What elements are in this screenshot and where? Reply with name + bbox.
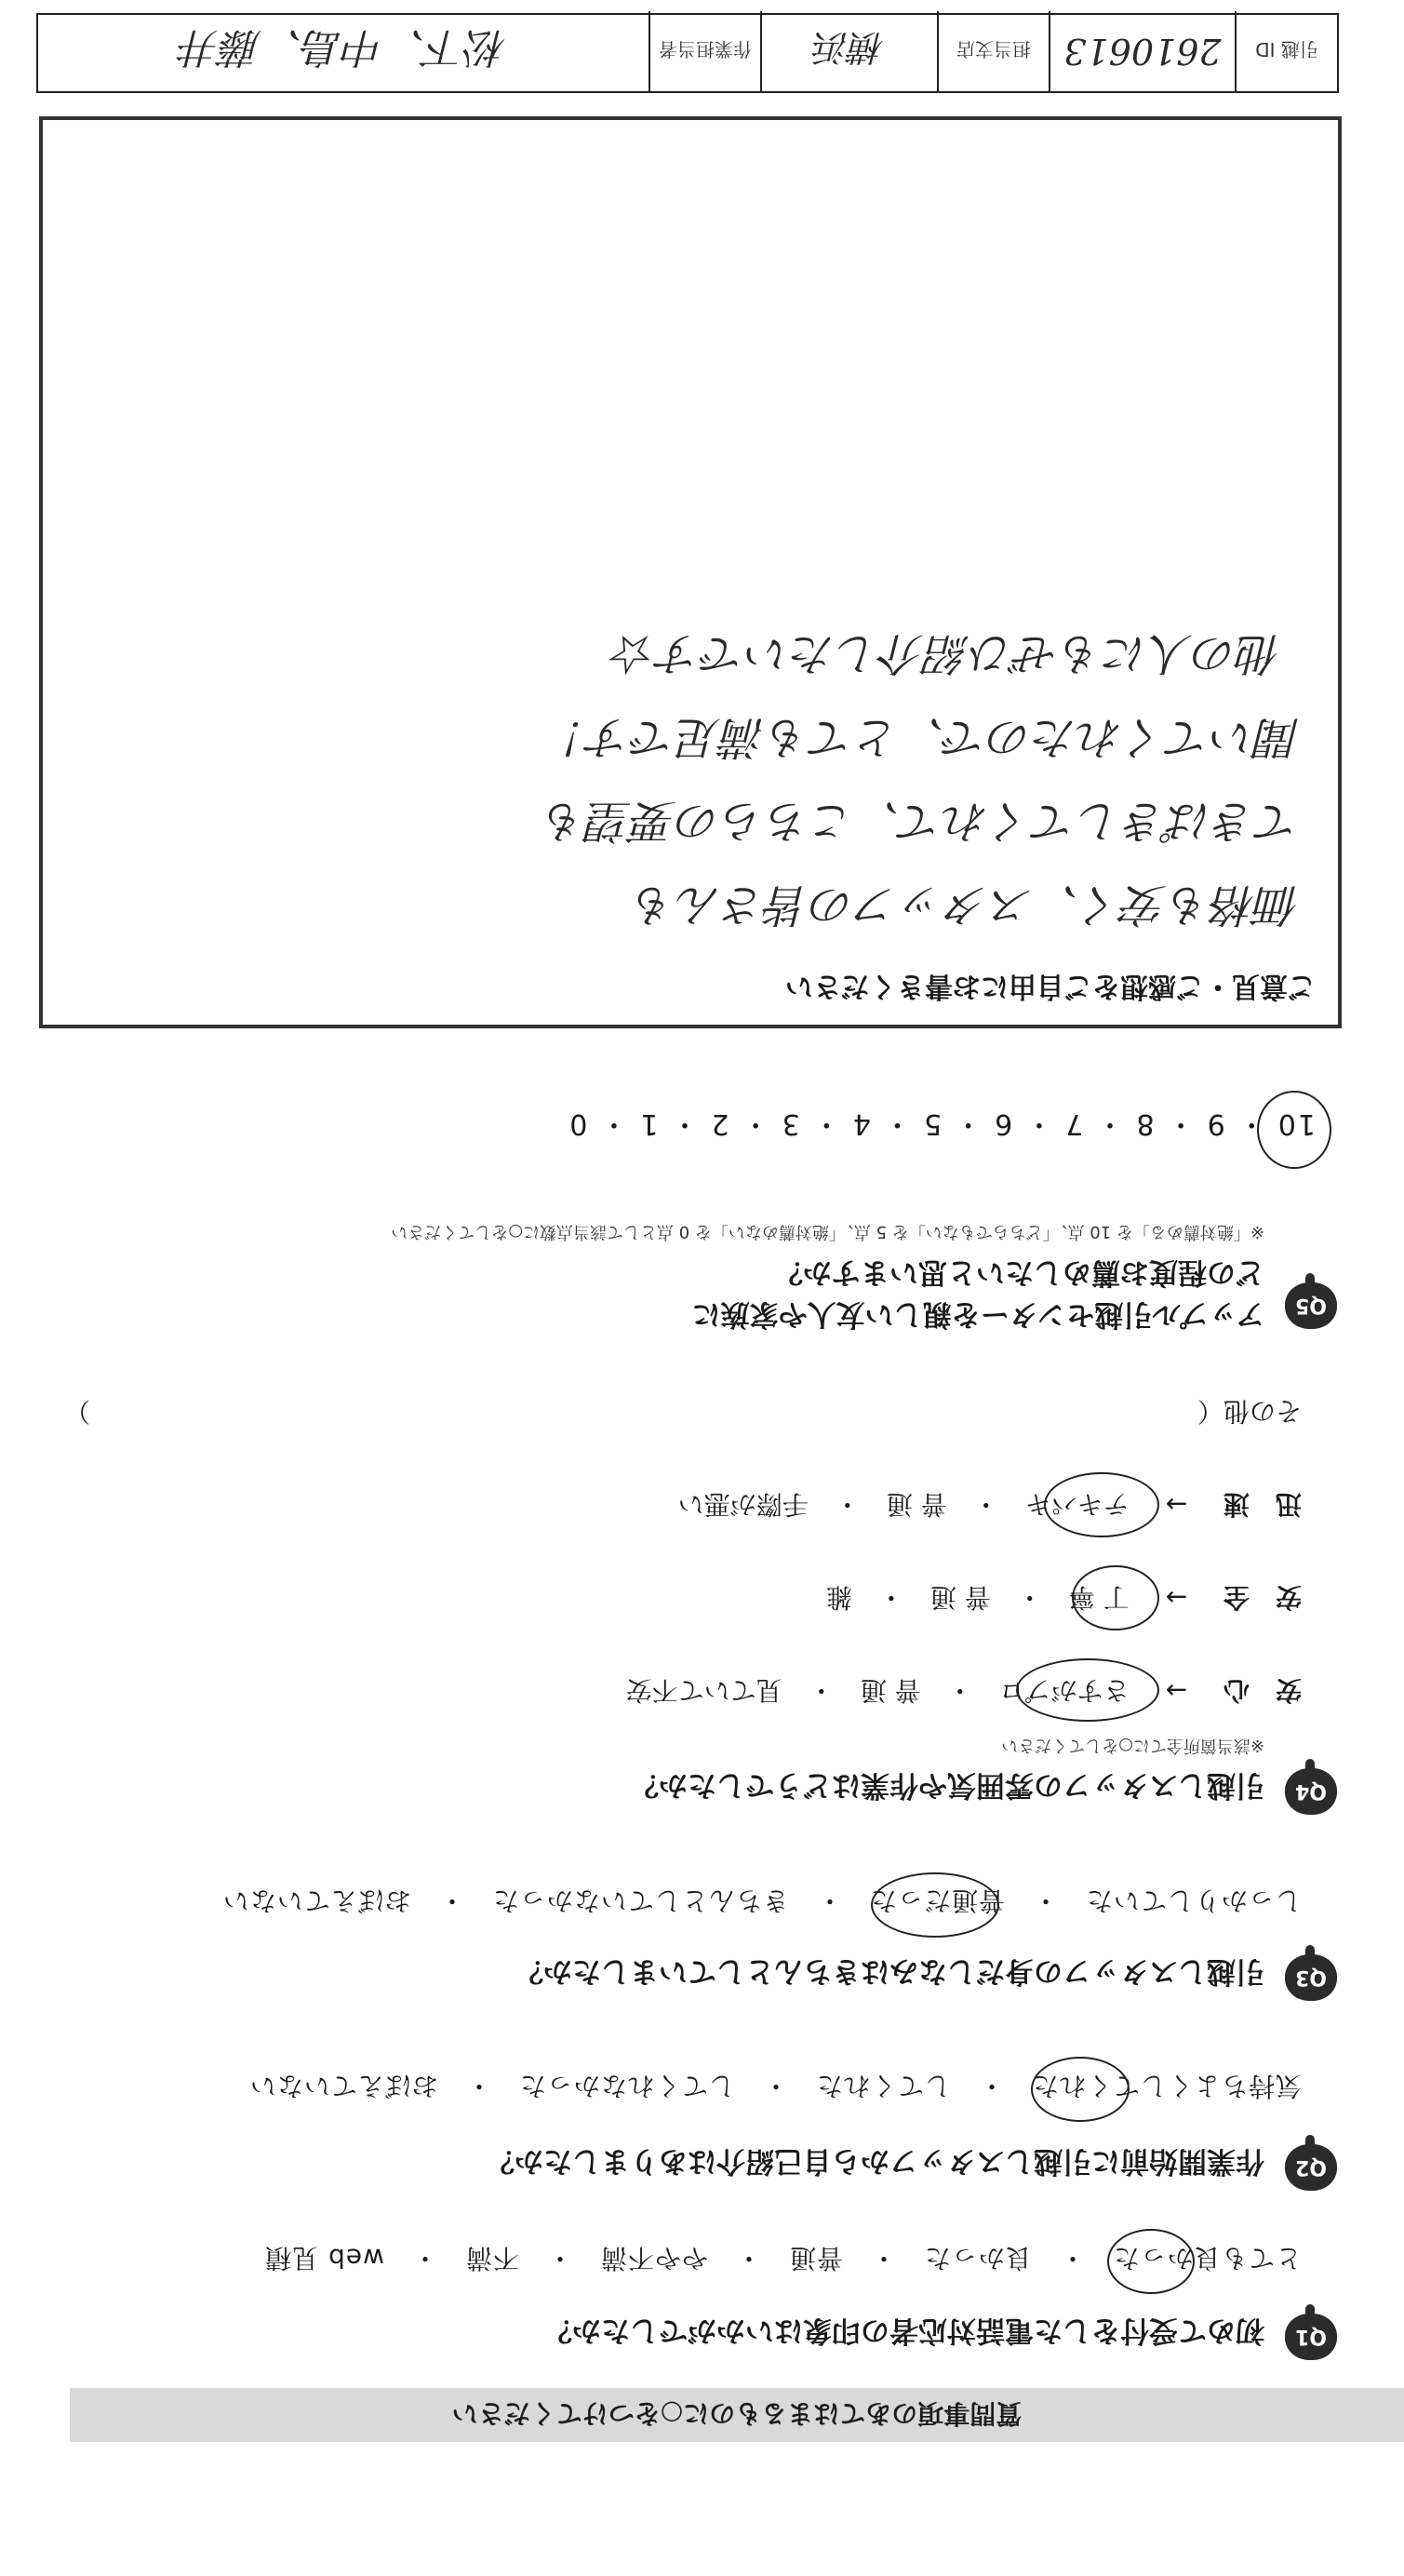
q4-anshin-selected-mark (1016, 1658, 1159, 1722)
q4-jinsoku-selected-mark (1044, 1472, 1159, 1537)
q5-question-line2: どの程度お薦めしたいと思いますか？ (774, 1255, 1264, 1289)
branch-value-cell: 横浜 (760, 11, 937, 91)
q1-icon: Q1 (1285, 2314, 1337, 2360)
staff-label-cell: 作業担当者 (649, 11, 760, 91)
q2-options: 気持ちよくしてくれた ・ してくれた ・ してくれなかった ・ おぼえていない (248, 2071, 1302, 2101)
q4-question: 引越しスタッフの雰囲気や作業はどうでしたか？ (630, 1768, 1264, 1802)
comment-heading: ご意見・ご感想をご自由にお書きください (785, 970, 1316, 1002)
q2-icon: Q2 (1285, 2144, 1337, 2191)
comment-handwritten-line-2: てきぱきしてくれて、こちらの要望も (542, 795, 1301, 847)
q5-selected-mark (1257, 1091, 1331, 1169)
q5-note: ※「絶対薦める」を 10 点、「どちらでもない」を 5 点、「絶対薦めない」を 0 点として該当点数に○をしてください (391, 1222, 1264, 1241)
comment-handwritten-line-3: 聞いてくれたので、とても満足です！ (542, 711, 1301, 763)
staff-value-cell: 松下、中島、藤井 (180, 23, 507, 71)
q4-anzen-selected-mark (1072, 1565, 1159, 1630)
q1-selected-mark (1107, 2229, 1195, 2294)
comment-handwritten-line-1: 価格も安く、スタッフの皆さんも (631, 879, 1301, 931)
q3-selected-mark (871, 1872, 999, 1938)
q1-question: 初めて受付をした電話対応者の印象はいかがでしたか？ (543, 2314, 1264, 2347)
comment-handwritten-line-4: 他の人にもぜひ紹介したいです☆ (611, 627, 1282, 679)
q5-icon: Q5 (1285, 1282, 1337, 1329)
q4-note: ※該当箇所全てに○をしてください (1001, 1736, 1264, 1755)
q4-row-jinsoku: 迅 速 → テキパキ ・ 普 通 ・ 手際が悪い (677, 1489, 1302, 1520)
id-label-cell: 引越 ID (1235, 11, 1337, 91)
q5-question-line1: アップル引越センターを親しい友人や家族に (691, 1297, 1264, 1331)
id-value-cell: 2610613 (1049, 11, 1235, 91)
q4-icon: Q4 (1285, 1768, 1337, 1815)
q4-other: その他（ ） (64, 1396, 1302, 1427)
comment-box (39, 116, 1342, 1028)
banner-text: 質問事項のあてはまるものに○をつけてください (451, 2398, 1023, 2429)
q4-row-anshin: 安 心 → さすがプロ ・ 普 通 ・ 見ていて不安 (625, 1675, 1302, 1706)
instruction-banner (70, 2388, 1404, 2442)
q2-question: 作業開始前に引越しスタッフから自己紹介はありましたか？ (486, 2144, 1264, 2178)
q3-icon: Q3 (1285, 1954, 1337, 2001)
q3-question: 引越しスタッフの身だしなみはきちんとしていましたか？ (515, 1954, 1264, 1988)
q1-options: とても良かった ・ 良かった ・ 普通 ・ やや不満 ・ 不満 ・ web 見積 (264, 2243, 1302, 2274)
q4-row-anzen: 安 全 → 丁 寧 ・ 普 通 ・ 雑 (825, 1582, 1302, 1613)
q3-options: しっかりしていた ・ 普通だった ・ きちんとしていなかった ・ おぼえていない (221, 1885, 1302, 1916)
q5-scale: 10 ・ 9 ・ 8 ・ 7 ・ 6 ・ 5 ・ 4 ・ 3 ・ 2 ・ 1 ・ 0 (568, 1107, 1316, 1140)
branch-label-cell: 担当支店 (937, 11, 1049, 91)
office-use-table (36, 13, 1339, 93)
q2-selected-mark (1031, 2057, 1130, 2122)
